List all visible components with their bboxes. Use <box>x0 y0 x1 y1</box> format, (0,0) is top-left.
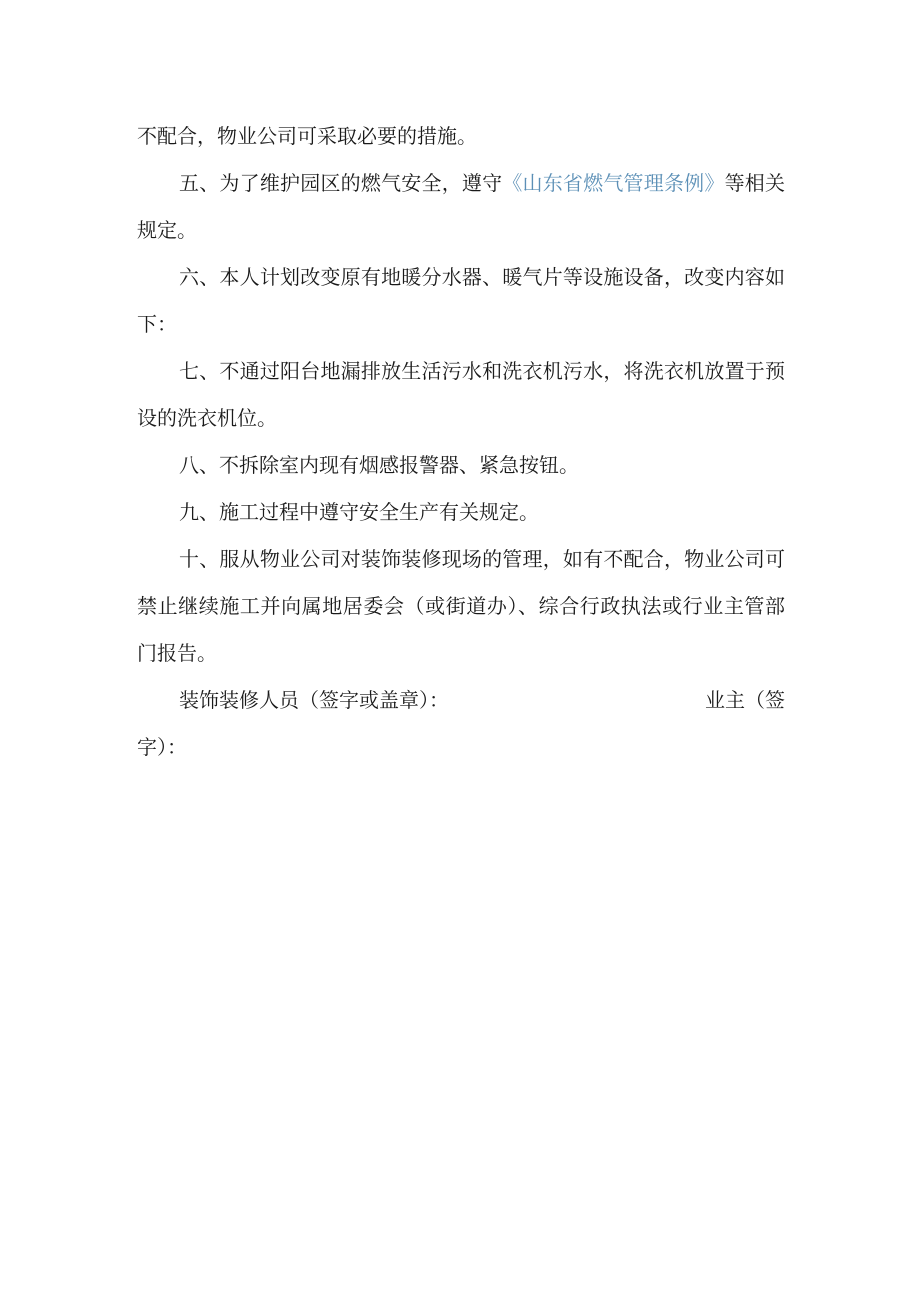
paragraph-5-gas-safety <box>137 160 785 254</box>
decorator-signature-label: 装饰装修人员（签字或盖章）： <box>179 688 449 712</box>
signature-line <box>137 677 785 724</box>
paragraph-text: 九、施工过程中遵守安全生产有关规定。 <box>179 500 539 524</box>
owner-signature-label: 业主（签 <box>705 688 785 712</box>
regulation-link[interactable]: 《山东省燃气管理条例》 <box>502 171 725 195</box>
paragraph-6-heating-changes <box>137 254 785 348</box>
paragraph-text: 五、为了维护园区的燃气安全，遵守 <box>179 171 503 195</box>
paragraph-9-safety-rules <box>137 489 785 536</box>
paragraph-text: 等相关规定。 <box>137 171 786 242</box>
paragraph-continuation <box>137 113 785 160</box>
owner-signature-label-rest: 字）： <box>137 735 187 759</box>
paragraph-10-management <box>137 536 785 677</box>
owner-signature-continuation <box>137 724 785 771</box>
document-body <box>137 113 785 771</box>
paragraph-8-smoke-alarm <box>137 442 785 489</box>
paragraph-text: 十、服从物业公司对装饰装修现场的管理，如有不配合，物业公司可禁止继续施工并向属地居委会（或街道办）、综合行政执法或行业主管部门报告。 <box>137 547 785 665</box>
paragraph-text: 六、本人计划改变原有地暖分水器、暖气片等设施设备，改变内容如下： <box>137 265 785 336</box>
paragraph-text: 七、不通过阳台地漏排放生活污水和洗衣机污水，将洗衣机放置于预设的洗衣机位。 <box>137 359 785 430</box>
paragraph-text: 八、不拆除室内现有烟感报警器、紧急按钮。 <box>179 453 579 477</box>
paragraph-text: 不配合，物业公司可采取必要的措施。 <box>137 124 477 148</box>
paragraph-7-drainage <box>137 348 785 442</box>
